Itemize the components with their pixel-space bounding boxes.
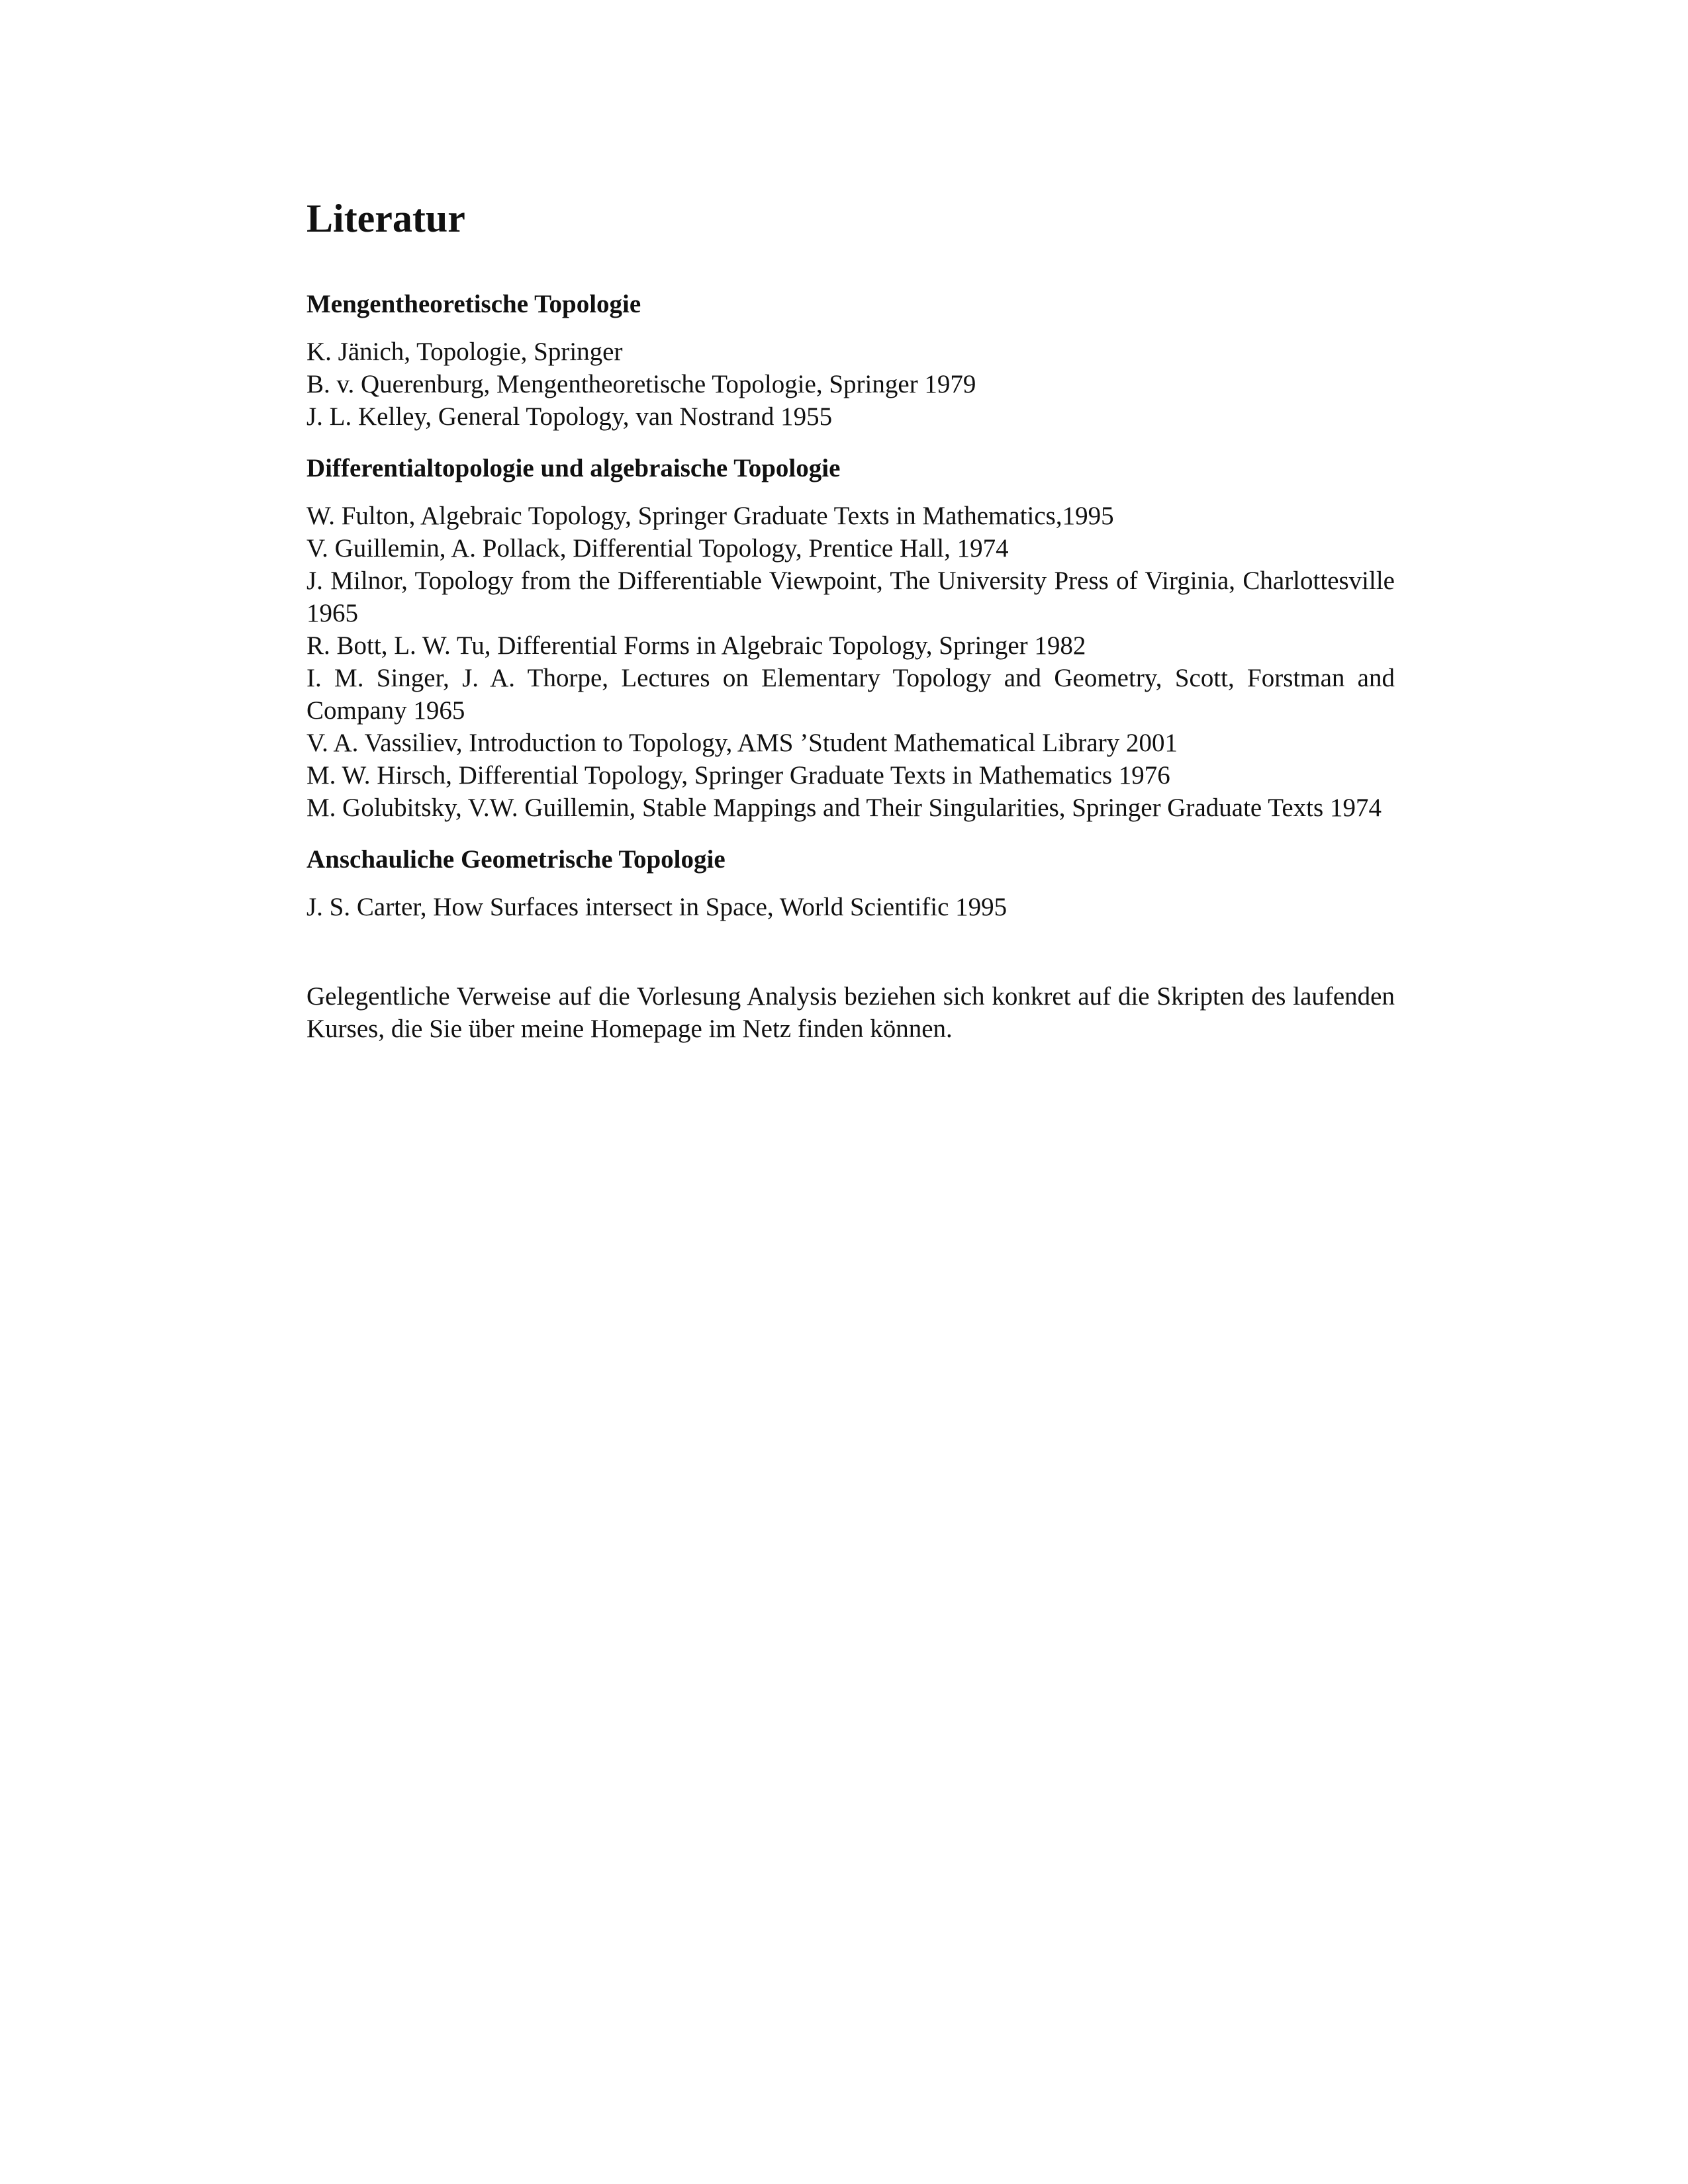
page-title: Literatur xyxy=(306,197,465,240)
reference-item: J. Milnor, Topology from the Differentiable Viewpoint, The University Press of Virginia, Charlottesville 1965 xyxy=(306,567,1395,627)
reference-item: M. Golubitsky, V.W. Guillemin, Stable Mappings and Their Singularities, Springer Graduate Texts 1974 xyxy=(306,794,1382,822)
reference-item: K. Jänich, Topologie, Springer xyxy=(306,338,623,366)
reference-item: B. v. Querenburg, Mengentheoretische Topologie, Springer 1979 xyxy=(306,370,976,398)
reference-list xyxy=(306,500,1395,824)
reference-item: J. S. Carter, How Surfaces intersect in Space, World Scientific 1995 xyxy=(306,893,1008,921)
section-heading: Mengentheoretische Topologie xyxy=(306,290,641,318)
reference-list xyxy=(306,336,1395,433)
reference-item: I. M. Singer, J. A. Thorpe, Lectures on Elementary Topology and Geometry, Scott, Forstman and Company 1965 xyxy=(306,664,1395,725)
analysis-note: Gelegentliche Verweise auf die Vorlesung Analysis beziehen sich konkret auf die Skripten des laufenden Kurses, die Sie über meine Homepage im Netz finden können. xyxy=(306,982,1395,1043)
reference-item: J. L. Kelley, General Topology, van Nostrand 1955 xyxy=(306,402,833,431)
reference-item: R. Bott, L. W. Tu, Differential Forms in Algebraic Topology, Springer 1982 xyxy=(306,631,1086,660)
section-set-topology xyxy=(306,291,1395,433)
reference-item: V. A. Vassiliev, Introduction to Topology, AMS ’Student Mathematical Library 2001 xyxy=(306,729,1178,757)
section-heading: Anschauliche Geometrische Topologie xyxy=(306,845,726,874)
section-heading: Differentialtopologie und algebraische Topologie xyxy=(306,454,841,482)
section-geometric-topology xyxy=(306,846,1395,923)
reference-item: V. Guillemin, A. Pollack, Differential Topology, Prentice Hall, 1974 xyxy=(306,534,1009,563)
section-differential-topology xyxy=(306,455,1395,824)
reference-item: M. W. Hirsch, Differential Topology, Springer Graduate Texts in Mathematics 1976 xyxy=(306,761,1170,790)
reference-item: W. Fulton, Algebraic Topology, Springer Graduate Texts in Mathematics,1995 xyxy=(306,502,1114,530)
page-content xyxy=(306,199,1395,1071)
reference-list xyxy=(306,891,1395,923)
